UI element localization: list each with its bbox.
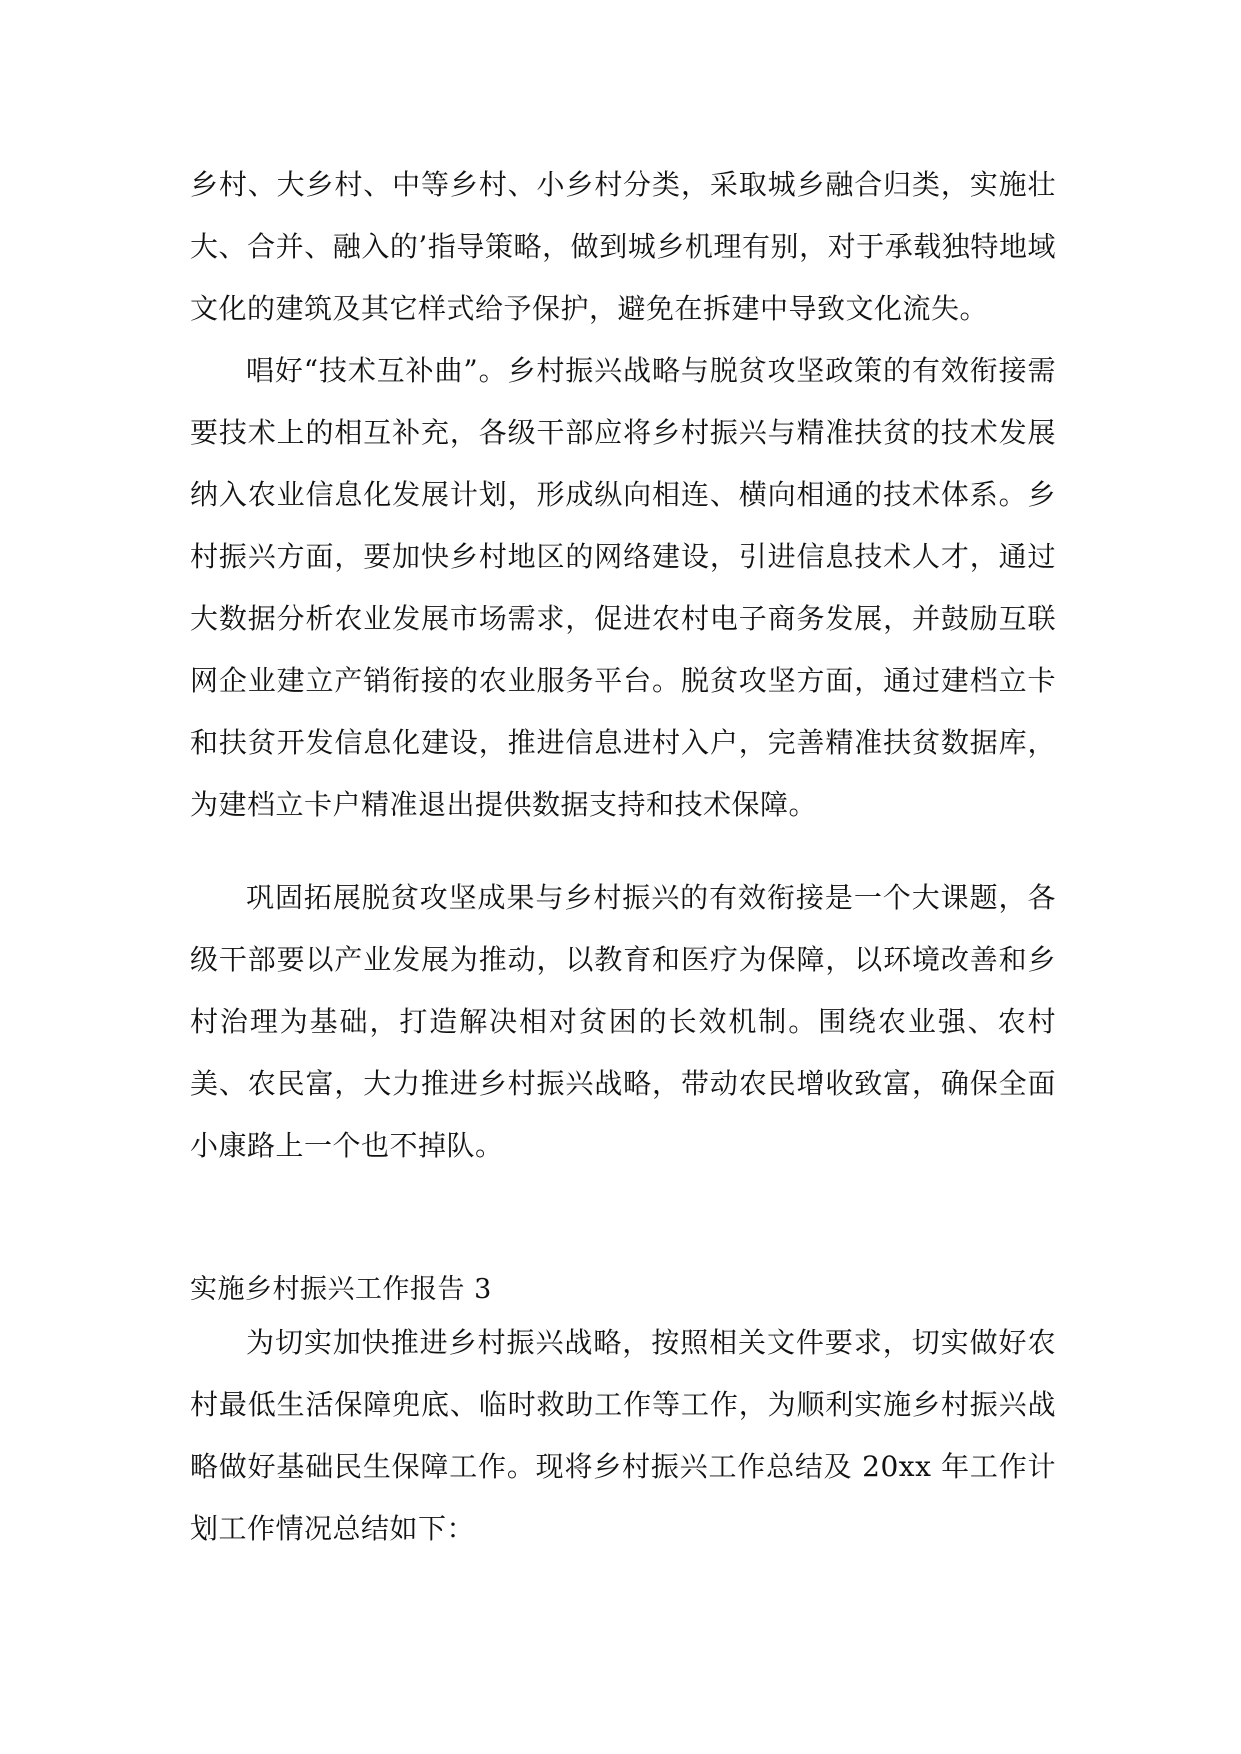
- section-heading: 实施乡村振兴工作报告 3: [190, 1274, 492, 1305]
- paragraph-report-intro: 为切实加快推进乡村振兴战略，按照相关文件要求，切实做好农村最低生活保障兜底、临时救助工作等工作，为顺利实施乡村振兴战略做好基础民生保障工作。现将乡村振兴工作总结及 20xx 年工作计划工作情况总结如下：: [190, 1326, 1056, 1545]
- paragraph-technology-complement: 唱好“技术互补曲”。乡村振兴战略与脱贫攻坚政策的有效衔接需要技术上的相互补充，各级干部应将乡村振兴与精准扶贫的技术发展纳入农业信息化发展计划，形成纵向相连、横向相通的技术体系。乡村振兴方面，要加快乡村地区的网络建设，引进信息技术人才，通过大数据分析农业发展市场需求，促进农村电子商务发展，并鼓励互联网企业建立产销衔接的农业服务平台。脱贫攻坚方面，通过建档立卡和扶贫开发信息化建设，推进信息进村入户，完善精准扶贫数据库，为建档立卡户精准退出提供数据支持和技术保障。: [190, 354, 1056, 821]
- paragraph-consolidation: 巩固拓展脱贫攻坚成果与乡村振兴的有效衔接是一个大课题，各级干部要以产业发展为推动，以教育和医疗为保障，以环境改善和乡村治理为基础，打造解决相对贫困的长效机制。围绕农业强、农村美、农民富，大力推进乡村振兴战略，带动农民增收致富，确保全面小康路上一个也不掉队。: [190, 881, 1056, 1162]
- paragraph-continuation: 乡村、大乡村、中等乡村、小乡村分类，采取城乡融合归类，实施壮大、合并、融入的’指导策略，做到城乡机理有别，对于承载独特地域文化的建筑及其它样式给予保护，避免在拆建中导致文化流失。: [190, 168, 1056, 325]
